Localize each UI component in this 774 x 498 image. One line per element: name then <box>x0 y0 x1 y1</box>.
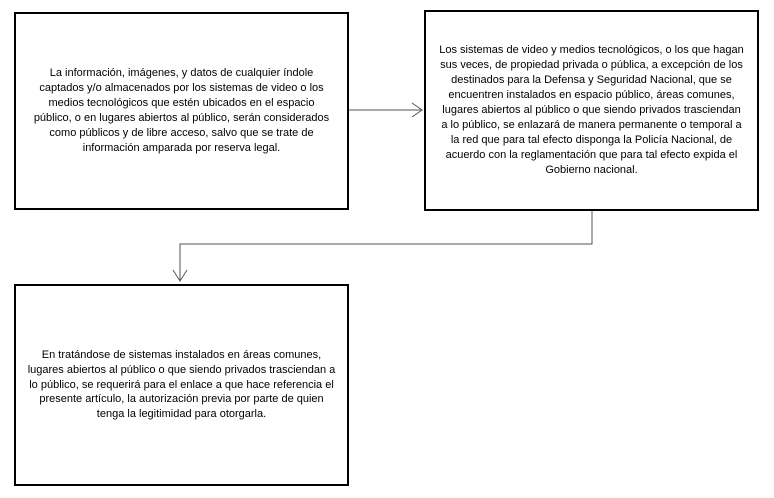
arrow-box2-to-box3 <box>173 211 592 281</box>
flow-box-text: Los sistemas de video y medios tecnológicos, o los que hagan sus veces, de propiedad privada o pública, a excepción de los destinados para la Defensa y Seguridad Nacional, que se encuentren instalados en espacio público, áreas comunes, lugares abiertos al público o que siendo privados trasciendan a lo público, se enlazará de manera permanente o temporal a la red que para tal efecto disponga la Policía Nacional, de acuerdo con la reglamentación que para tal efecto expida el Gobierno nacional. <box>439 44 744 176</box>
flow-box-text: La información, imágenes, y datos de cualquier índole captados y/o almacenados por los sistemas de video o los medios tecnológicos que estén ubicados en el espacio público, o en lugares abiertos al público, serán considerados como públicos y de libre acceso, salvo que se trate de información amparada por reserva legal. <box>33 67 330 154</box>
arrow-shaft <box>180 211 592 281</box>
flow-box-text: En tratándose de sistemas instalados en áreas comunes, lugares abiertos al público o que siendo privados trasciendan a lo público, se requerirá para el enlace a que hace referencia el presente artículo, la autorización previa por parte de quien tenga la legitimidad para otorgarla. <box>27 348 336 421</box>
arrow-box1-to-box2 <box>349 103 422 117</box>
